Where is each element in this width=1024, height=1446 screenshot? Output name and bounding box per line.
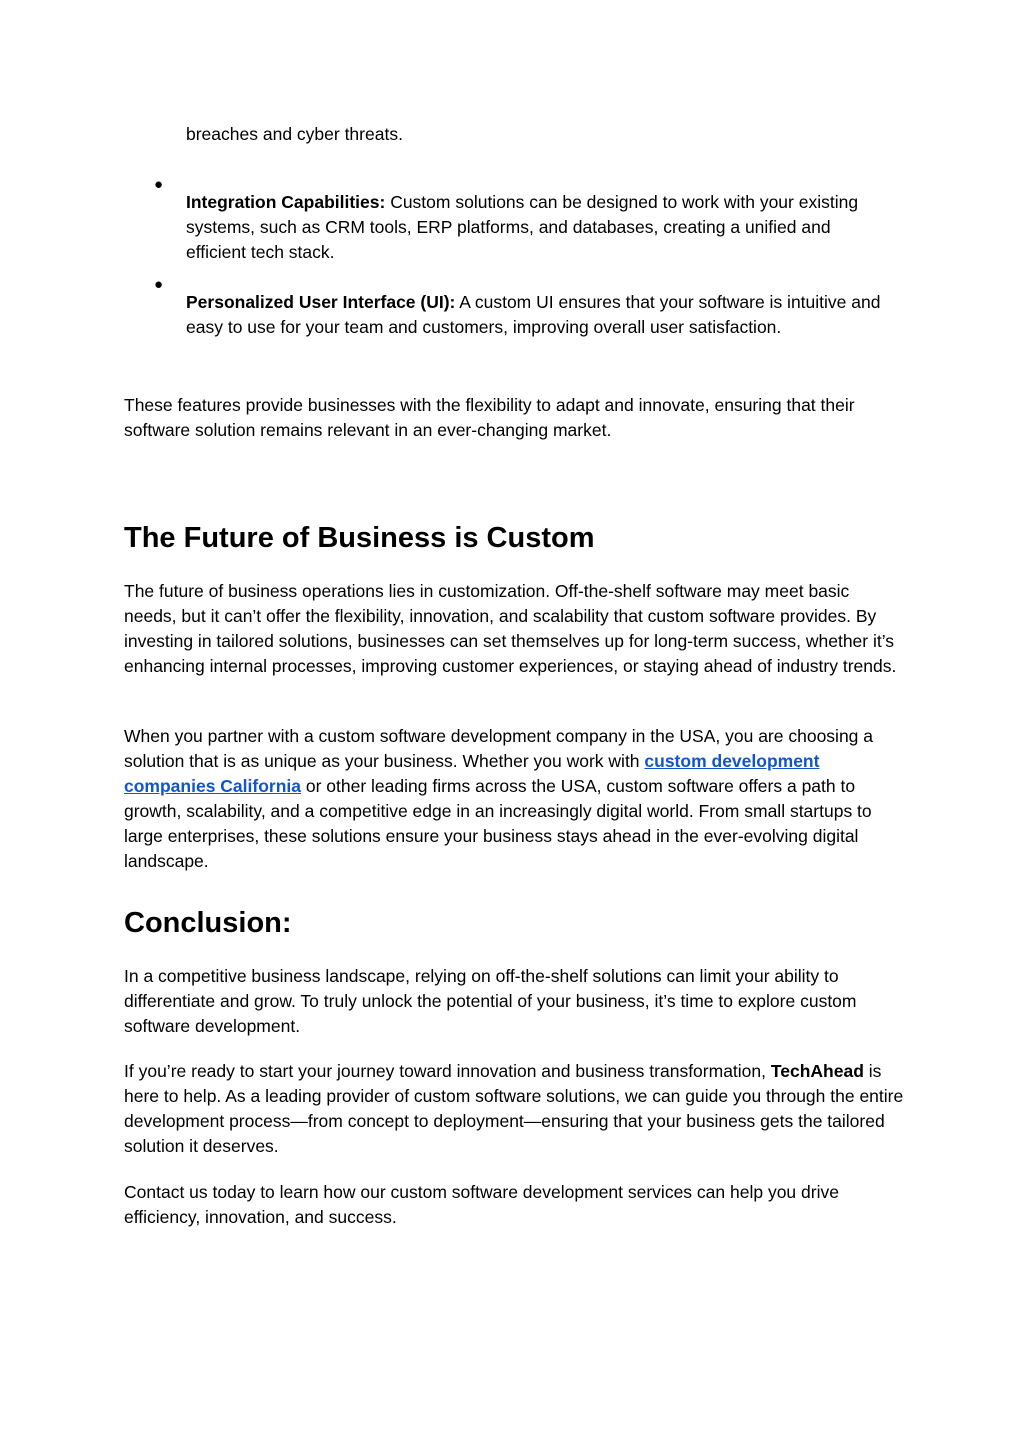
continuation-text: breaches and cyber threats. — [186, 124, 403, 144]
list-item-label: Integration Capabilities: — [186, 191, 386, 212]
future-paragraph-1: The future of business operations lies in customization. Off-the-shelf software may meet basic needs, but it can’t offer the flexibility, innovation, and scalability that custom software provides. By investing in tailored solutions, businesses can set themselves up for long-term success, whether it’s enhancing internal processes, improving customer experiences, or staying ahead of industry trends. — [124, 581, 897, 676]
bullet-icon: ● — [154, 176, 164, 193]
list-item-label: Personalized User Interface (UI): — [186, 291, 456, 312]
bullet-icon: ● — [154, 276, 164, 293]
list-item-text — [186, 190, 886, 265]
brand-name: TechAhead — [770, 1061, 864, 1081]
list-item-body: A custom UI ensures that your software is intuitive and easy to use for your team and customers, improving overall user satisfaction. — [186, 291, 881, 337]
future-paragraph-2 — [124, 724, 904, 874]
list-item-body: Custom solutions can be designed to work with your existing systems, such as CRM tools, ERP platforms, and databases, creating a unified and efficient tech stack. — [186, 191, 859, 262]
conclusion-paragraph-2 — [124, 1059, 904, 1159]
conclusion-paragraph-1: In a competitive business landscape, relying on off-the-shelf solutions can limit your ability to differentiate and grow. To truly unlock the potential of your business, it’s time to explore custom software development. — [124, 966, 857, 1036]
conclusion-heading: Conclusion: — [124, 907, 292, 939]
future-paragraph-2-end: or other leading firms across the USA, custom software offers a path to growth, scalability, and a competitive edge in an increasingly digital world. From small startups to large enterprises, these solutions ensure your business stays ahead in the ever-evolving digital landscape. — [124, 776, 872, 871]
features-summary-paragraph: These features provide businesses with the flexibility to adapt and innovate, ensuring that their software solution remains relevant in an ever-changing market. — [124, 395, 855, 440]
conclusion-paragraph-2-start: If you’re ready to start your journey toward innovation and business transformation, — [124, 1061, 771, 1081]
conclusion-paragraph-2-end: is here to help. As a leading provider of custom software solutions, we can guide you through the entire development process—from concept to deployment—ensuring that your business gets the tailored solution it deserves. — [124, 1061, 904, 1156]
future-section-heading: The Future of Business is Custom — [124, 522, 595, 554]
custom-development-companies-california-link[interactable]: custom development companies California — [124, 751, 820, 796]
future-paragraph-2-start: When you partner with a custom software development company in the USA, you are choosing a solution that is as unique as your business. Whether you work with — [124, 726, 874, 771]
conclusion-paragraph-3: Contact us today to learn how our custom software development services can help you drive efficiency, innovation, and success. — [124, 1182, 839, 1227]
list-item-text — [186, 290, 886, 340]
